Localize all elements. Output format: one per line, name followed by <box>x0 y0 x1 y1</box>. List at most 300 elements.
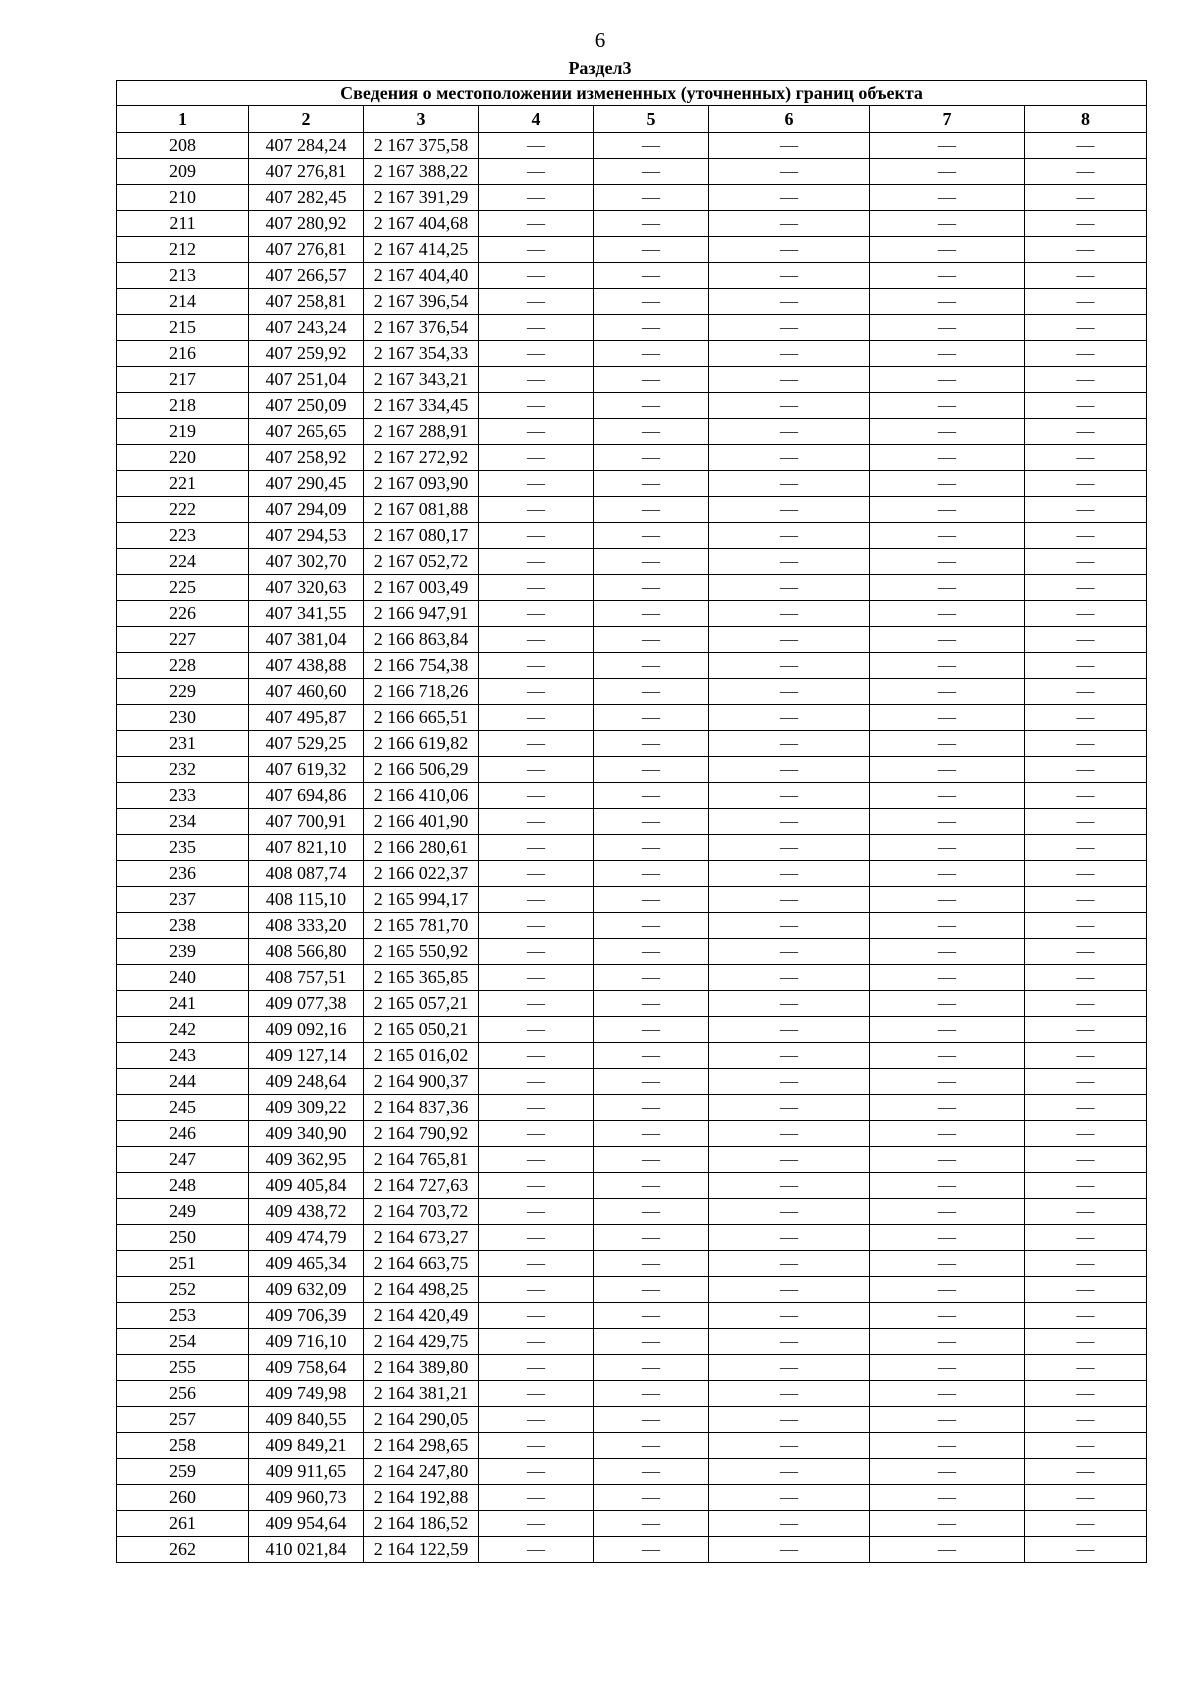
coordinate-y-cell: 2 164 703,72 <box>364 1199 479 1225</box>
coordinate-x-cell: 407 821,10 <box>249 835 364 861</box>
empty-value-cell: — <box>1025 731 1147 757</box>
empty-value-cell: — <box>870 289 1025 315</box>
empty-value-cell: — <box>594 419 709 445</box>
point-number-cell: 220 <box>117 445 249 471</box>
empty-value-cell: — <box>479 1303 594 1329</box>
empty-value-cell: — <box>479 549 594 575</box>
coordinate-x-cell: 409 405,84 <box>249 1173 364 1199</box>
empty-value-cell: — <box>709 835 870 861</box>
empty-value-cell: — <box>870 809 1025 835</box>
point-number-cell: 249 <box>117 1199 249 1225</box>
empty-value-cell: — <box>870 679 1025 705</box>
empty-value-cell: — <box>1025 1095 1147 1121</box>
table-row <box>117 393 1147 419</box>
coordinate-y-cell: 2 167 081,88 <box>364 497 479 523</box>
coordinate-y-cell: 2 165 050,21 <box>364 1017 479 1043</box>
empty-value-cell: — <box>870 939 1025 965</box>
empty-value-cell: — <box>870 705 1025 731</box>
empty-value-cell: — <box>479 341 594 367</box>
table-row <box>117 497 1147 523</box>
empty-value-cell: — <box>594 965 709 991</box>
table-row <box>117 1433 1147 1459</box>
point-number-cell: 216 <box>117 341 249 367</box>
page-number: 6 <box>594 28 606 52</box>
empty-value-cell: — <box>709 1381 870 1407</box>
point-number-cell: 246 <box>117 1121 249 1147</box>
empty-value-cell: — <box>479 1251 594 1277</box>
empty-value-cell: — <box>870 159 1025 185</box>
coordinate-y-cell: 2 167 052,72 <box>364 549 479 575</box>
empty-value-cell: — <box>594 367 709 393</box>
coordinate-y-cell: 2 164 765,81 <box>364 1147 479 1173</box>
table-row <box>117 133 1147 159</box>
empty-value-cell: — <box>1025 1225 1147 1251</box>
empty-value-cell: — <box>479 809 594 835</box>
table-row <box>117 1121 1147 1147</box>
coordinate-x-cell: 407 700,91 <box>249 809 364 835</box>
empty-value-cell: — <box>709 653 870 679</box>
empty-value-cell: — <box>709 809 870 835</box>
empty-value-cell: — <box>709 1277 870 1303</box>
empty-value-cell: — <box>594 1147 709 1173</box>
point-number-cell: 244 <box>117 1069 249 1095</box>
empty-value-cell: — <box>709 211 870 237</box>
empty-value-cell: — <box>709 445 870 471</box>
coordinate-x-cell: 407 294,09 <box>249 497 364 523</box>
empty-value-cell: — <box>594 783 709 809</box>
empty-value-cell: — <box>870 393 1025 419</box>
point-number-cell: 209 <box>117 159 249 185</box>
coordinate-x-cell: 409 092,16 <box>249 1017 364 1043</box>
empty-value-cell: — <box>594 1511 709 1537</box>
point-number-cell: 240 <box>117 965 249 991</box>
empty-value-cell: — <box>594 133 709 159</box>
point-number-cell: 214 <box>117 289 249 315</box>
coordinate-x-cell: 409 438,72 <box>249 1199 364 1225</box>
point-number-cell: 245 <box>117 1095 249 1121</box>
empty-value-cell: — <box>479 601 594 627</box>
empty-value-cell: — <box>1025 783 1147 809</box>
empty-value-cell: — <box>870 1329 1025 1355</box>
empty-value-cell: — <box>709 185 870 211</box>
empty-value-cell: — <box>1025 1433 1147 1459</box>
point-number-cell: 231 <box>117 731 249 757</box>
table-row <box>117 783 1147 809</box>
empty-value-cell: — <box>594 1121 709 1147</box>
empty-value-cell: — <box>1025 1173 1147 1199</box>
point-number-cell: 236 <box>117 861 249 887</box>
empty-value-cell: — <box>709 549 870 575</box>
coordinate-y-cell: 2 164 663,75 <box>364 1251 479 1277</box>
empty-value-cell: — <box>479 289 594 315</box>
coordinate-x-cell: 409 340,90 <box>249 1121 364 1147</box>
empty-value-cell: — <box>870 861 1025 887</box>
empty-value-cell: — <box>870 731 1025 757</box>
coordinate-x-cell: 408 333,20 <box>249 913 364 939</box>
empty-value-cell: — <box>870 445 1025 471</box>
empty-value-cell: — <box>709 679 870 705</box>
empty-value-cell: — <box>709 1121 870 1147</box>
point-number-cell: 259 <box>117 1459 249 1485</box>
empty-value-cell: — <box>594 1459 709 1485</box>
table-row <box>117 575 1147 601</box>
empty-value-cell: — <box>709 289 870 315</box>
table-row <box>117 1043 1147 1069</box>
empty-value-cell: — <box>479 1407 594 1433</box>
coordinate-y-cell: 2 165 781,70 <box>364 913 479 939</box>
column-number-8: 8 <box>1025 106 1147 133</box>
empty-value-cell: — <box>1025 705 1147 731</box>
empty-value-cell: — <box>594 1355 709 1381</box>
empty-value-cell: — <box>594 237 709 263</box>
column-number-7: 7 <box>870 106 1025 133</box>
empty-value-cell: — <box>709 1251 870 1277</box>
empty-value-cell: — <box>709 575 870 601</box>
point-number-cell: 233 <box>117 783 249 809</box>
coordinate-x-cell: 410 021,84 <box>249 1537 364 1563</box>
empty-value-cell: — <box>594 1069 709 1095</box>
coordinate-y-cell: 2 167 354,33 <box>364 341 479 367</box>
coordinate-x-cell: 409 716,10 <box>249 1329 364 1355</box>
table-row <box>117 445 1147 471</box>
empty-value-cell: — <box>709 965 870 991</box>
coordinate-y-cell: 2 167 388,22 <box>364 159 479 185</box>
empty-value-cell: — <box>594 1277 709 1303</box>
empty-value-cell: — <box>1025 1251 1147 1277</box>
coordinate-x-cell: 407 251,04 <box>249 367 364 393</box>
empty-value-cell: — <box>479 497 594 523</box>
point-number-cell: 237 <box>117 887 249 913</box>
empty-value-cell: — <box>479 1147 594 1173</box>
empty-value-cell: — <box>870 965 1025 991</box>
empty-value-cell: — <box>1025 939 1147 965</box>
empty-value-cell: — <box>479 1121 594 1147</box>
empty-value-cell: — <box>479 783 594 809</box>
point-number-cell: 222 <box>117 497 249 523</box>
point-number-cell: 225 <box>117 575 249 601</box>
coordinate-y-cell: 2 164 727,63 <box>364 1173 479 1199</box>
point-number-cell: 227 <box>117 627 249 653</box>
coordinate-x-cell: 407 495,87 <box>249 705 364 731</box>
empty-value-cell: — <box>709 1043 870 1069</box>
coordinate-y-cell: 2 166 022,37 <box>364 861 479 887</box>
empty-value-cell: — <box>709 913 870 939</box>
point-number-cell: 211 <box>117 211 249 237</box>
empty-value-cell: — <box>479 1537 594 1563</box>
coordinate-y-cell: 2 166 863,84 <box>364 627 479 653</box>
empty-value-cell: — <box>594 341 709 367</box>
empty-value-cell: — <box>594 1485 709 1511</box>
table-row <box>117 159 1147 185</box>
empty-value-cell: — <box>594 1433 709 1459</box>
empty-value-cell: — <box>594 731 709 757</box>
table-row <box>117 1225 1147 1251</box>
empty-value-cell: — <box>479 185 594 211</box>
empty-value-cell: — <box>709 393 870 419</box>
point-number-cell: 213 <box>117 263 249 289</box>
empty-value-cell: — <box>1025 315 1147 341</box>
empty-value-cell: — <box>594 185 709 211</box>
empty-value-cell: — <box>709 1511 870 1537</box>
empty-value-cell: — <box>1025 523 1147 549</box>
coordinate-x-cell: 407 276,81 <box>249 159 364 185</box>
table-row <box>117 887 1147 913</box>
coordinate-x-cell: 409 706,39 <box>249 1303 364 1329</box>
empty-value-cell: — <box>594 991 709 1017</box>
coordinate-y-cell: 2 166 280,61 <box>364 835 479 861</box>
coordinate-x-cell: 409 849,21 <box>249 1433 364 1459</box>
empty-value-cell: — <box>479 133 594 159</box>
table-row <box>117 237 1147 263</box>
coordinate-y-cell: 2 164 498,25 <box>364 1277 479 1303</box>
table-row <box>117 1355 1147 1381</box>
coordinate-x-cell: 407 258,92 <box>249 445 364 471</box>
empty-value-cell: — <box>709 731 870 757</box>
empty-value-cell: — <box>1025 419 1147 445</box>
empty-value-cell: — <box>1025 159 1147 185</box>
empty-value-cell: — <box>1025 1147 1147 1173</box>
empty-value-cell: — <box>870 835 1025 861</box>
empty-value-cell: — <box>870 1043 1025 1069</box>
point-number-cell: 235 <box>117 835 249 861</box>
empty-value-cell: — <box>870 1381 1025 1407</box>
coordinate-y-cell: 2 167 080,17 <box>364 523 479 549</box>
empty-value-cell: — <box>1025 1485 1147 1511</box>
table-row <box>117 1017 1147 1043</box>
empty-value-cell: — <box>479 1173 594 1199</box>
table-caption: Сведения о местоположении измененных (уточненных) границ объекта <box>117 81 1147 106</box>
empty-value-cell: — <box>1025 653 1147 679</box>
point-number-cell: 218 <box>117 393 249 419</box>
empty-value-cell: — <box>1025 1199 1147 1225</box>
empty-value-cell: — <box>870 913 1025 939</box>
table-row <box>117 653 1147 679</box>
empty-value-cell: — <box>1025 887 1147 913</box>
empty-value-cell: — <box>1025 1381 1147 1407</box>
empty-value-cell: — <box>594 1199 709 1225</box>
empty-value-cell: — <box>1025 1459 1147 1485</box>
point-number-cell: 238 <box>117 913 249 939</box>
empty-value-cell: — <box>594 1381 709 1407</box>
coordinate-x-cell: 408 087,74 <box>249 861 364 887</box>
empty-value-cell: — <box>709 497 870 523</box>
empty-value-cell: — <box>709 627 870 653</box>
empty-value-cell: — <box>870 783 1025 809</box>
coordinate-y-cell: 2 166 665,51 <box>364 705 479 731</box>
empty-value-cell: — <box>479 263 594 289</box>
coordinate-x-cell: 409 960,73 <box>249 1485 364 1511</box>
coordinate-x-cell: 407 266,57 <box>249 263 364 289</box>
table-row <box>117 913 1147 939</box>
coordinate-y-cell: 2 164 381,21 <box>364 1381 479 1407</box>
empty-value-cell: — <box>1025 835 1147 861</box>
empty-value-cell: — <box>594 575 709 601</box>
point-number-cell: 226 <box>117 601 249 627</box>
point-number-cell: 251 <box>117 1251 249 1277</box>
point-number-cell: 230 <box>117 705 249 731</box>
coordinate-y-cell: 2 167 272,92 <box>364 445 479 471</box>
empty-value-cell: — <box>709 237 870 263</box>
coordinate-y-cell: 2 166 401,90 <box>364 809 479 835</box>
empty-value-cell: — <box>870 419 1025 445</box>
point-number-cell: 210 <box>117 185 249 211</box>
empty-value-cell: — <box>709 1407 870 1433</box>
empty-value-cell: — <box>870 549 1025 575</box>
empty-value-cell: — <box>1025 809 1147 835</box>
empty-value-cell: — <box>594 1303 709 1329</box>
empty-value-cell: — <box>1025 1537 1147 1563</box>
coordinate-x-cell: 407 280,92 <box>249 211 364 237</box>
boundary-coordinates-table <box>116 80 1147 1563</box>
empty-value-cell: — <box>1025 367 1147 393</box>
empty-value-cell: — <box>870 1069 1025 1095</box>
point-number-cell: 262 <box>117 1537 249 1563</box>
empty-value-cell: — <box>479 653 594 679</box>
point-number-cell: 215 <box>117 315 249 341</box>
point-number-cell: 234 <box>117 809 249 835</box>
coordinate-x-cell: 407 284,24 <box>249 133 364 159</box>
coordinate-x-cell: 408 115,10 <box>249 887 364 913</box>
point-number-cell: 256 <box>117 1381 249 1407</box>
empty-value-cell: — <box>709 939 870 965</box>
coordinate-x-cell: 409 911,65 <box>249 1459 364 1485</box>
empty-value-cell: — <box>479 939 594 965</box>
coordinate-y-cell: 2 167 093,90 <box>364 471 479 497</box>
point-number-cell: 217 <box>117 367 249 393</box>
empty-value-cell: — <box>1025 1303 1147 1329</box>
empty-value-cell: — <box>594 1043 709 1069</box>
empty-value-cell: — <box>594 1329 709 1355</box>
point-number-cell: 248 <box>117 1173 249 1199</box>
empty-value-cell: — <box>479 237 594 263</box>
table-row <box>117 211 1147 237</box>
point-number-cell: 221 <box>117 471 249 497</box>
table-row <box>117 861 1147 887</box>
empty-value-cell: — <box>479 211 594 237</box>
coordinate-x-cell: 407 290,45 <box>249 471 364 497</box>
coordinate-x-cell: 409 309,22 <box>249 1095 364 1121</box>
empty-value-cell: — <box>594 809 709 835</box>
empty-value-cell: — <box>479 523 594 549</box>
table-row <box>117 1381 1147 1407</box>
empty-value-cell: — <box>1025 861 1147 887</box>
table-row <box>117 1485 1147 1511</box>
empty-value-cell: — <box>479 471 594 497</box>
empty-value-cell: — <box>479 1225 594 1251</box>
empty-value-cell: — <box>709 1355 870 1381</box>
coordinate-x-cell: 407 250,09 <box>249 393 364 419</box>
table-row <box>117 731 1147 757</box>
empty-value-cell: — <box>1025 991 1147 1017</box>
empty-value-cell: — <box>870 601 1025 627</box>
empty-value-cell: — <box>870 1433 1025 1459</box>
empty-value-cell: — <box>870 263 1025 289</box>
empty-value-cell: — <box>870 1459 1025 1485</box>
coordinate-y-cell: 2 164 790,92 <box>364 1121 479 1147</box>
coordinate-x-cell: 407 529,25 <box>249 731 364 757</box>
coordinate-y-cell: 2 164 900,37 <box>364 1069 479 1095</box>
coordinate-x-cell: 409 248,64 <box>249 1069 364 1095</box>
empty-value-cell: — <box>709 1329 870 1355</box>
empty-value-cell: — <box>1025 211 1147 237</box>
coordinate-x-cell: 409 749,98 <box>249 1381 364 1407</box>
empty-value-cell: — <box>709 341 870 367</box>
empty-value-cell: — <box>870 757 1025 783</box>
table-row <box>117 1329 1147 1355</box>
empty-value-cell: — <box>479 1277 594 1303</box>
empty-value-cell: — <box>1025 237 1147 263</box>
coordinate-y-cell: 2 167 404,40 <box>364 263 479 289</box>
empty-value-cell: — <box>594 1017 709 1043</box>
point-number-cell: 243 <box>117 1043 249 1069</box>
empty-value-cell: — <box>870 1121 1025 1147</box>
point-number-cell: 252 <box>117 1277 249 1303</box>
empty-value-cell: — <box>594 549 709 575</box>
coordinate-y-cell: 2 167 391,29 <box>364 185 479 211</box>
empty-value-cell: — <box>870 237 1025 263</box>
empty-value-cell: — <box>709 1069 870 1095</box>
empty-value-cell: — <box>870 315 1025 341</box>
empty-value-cell: — <box>870 1303 1025 1329</box>
coordinate-y-cell: 2 167 414,25 <box>364 237 479 263</box>
empty-value-cell: — <box>479 1329 594 1355</box>
table-row <box>117 1277 1147 1303</box>
coordinate-x-cell: 407 694,86 <box>249 783 364 809</box>
empty-value-cell: — <box>870 497 1025 523</box>
empty-value-cell: — <box>870 991 1025 1017</box>
table-row <box>117 991 1147 1017</box>
empty-value-cell: — <box>479 1095 594 1121</box>
empty-value-cell: — <box>1025 1121 1147 1147</box>
empty-value-cell: — <box>1025 965 1147 991</box>
empty-value-cell: — <box>870 341 1025 367</box>
empty-value-cell: — <box>479 731 594 757</box>
coordinate-y-cell: 2 164 298,65 <box>364 1433 479 1459</box>
empty-value-cell: — <box>594 445 709 471</box>
empty-value-cell: — <box>1025 549 1147 575</box>
empty-value-cell: — <box>1025 1277 1147 1303</box>
table-row <box>117 757 1147 783</box>
column-number-5: 5 <box>594 106 709 133</box>
empty-value-cell: — <box>709 1537 870 1563</box>
empty-value-cell: — <box>594 263 709 289</box>
empty-value-cell: — <box>709 1017 870 1043</box>
empty-value-cell: — <box>594 887 709 913</box>
empty-value-cell: — <box>870 1407 1025 1433</box>
coordinate-x-cell: 409 954,64 <box>249 1511 364 1537</box>
empty-value-cell: — <box>479 1485 594 1511</box>
coordinate-x-cell: 407 265,65 <box>249 419 364 445</box>
empty-value-cell: — <box>479 965 594 991</box>
point-number-cell: 258 <box>117 1433 249 1459</box>
empty-value-cell: — <box>870 1095 1025 1121</box>
empty-value-cell: — <box>709 419 870 445</box>
coordinate-x-cell: 407 460,60 <box>249 679 364 705</box>
table-row <box>117 835 1147 861</box>
empty-value-cell: — <box>594 601 709 627</box>
coordinate-x-cell: 407 259,92 <box>249 341 364 367</box>
coordinate-x-cell: 407 243,24 <box>249 315 364 341</box>
point-number-cell: 254 <box>117 1329 249 1355</box>
empty-value-cell: — <box>479 419 594 445</box>
table-row <box>117 1459 1147 1485</box>
empty-value-cell: — <box>594 315 709 341</box>
empty-value-cell: — <box>594 393 709 419</box>
empty-value-cell: — <box>1025 1511 1147 1537</box>
table-row <box>117 315 1147 341</box>
table-row <box>117 367 1147 393</box>
table-row <box>117 289 1147 315</box>
